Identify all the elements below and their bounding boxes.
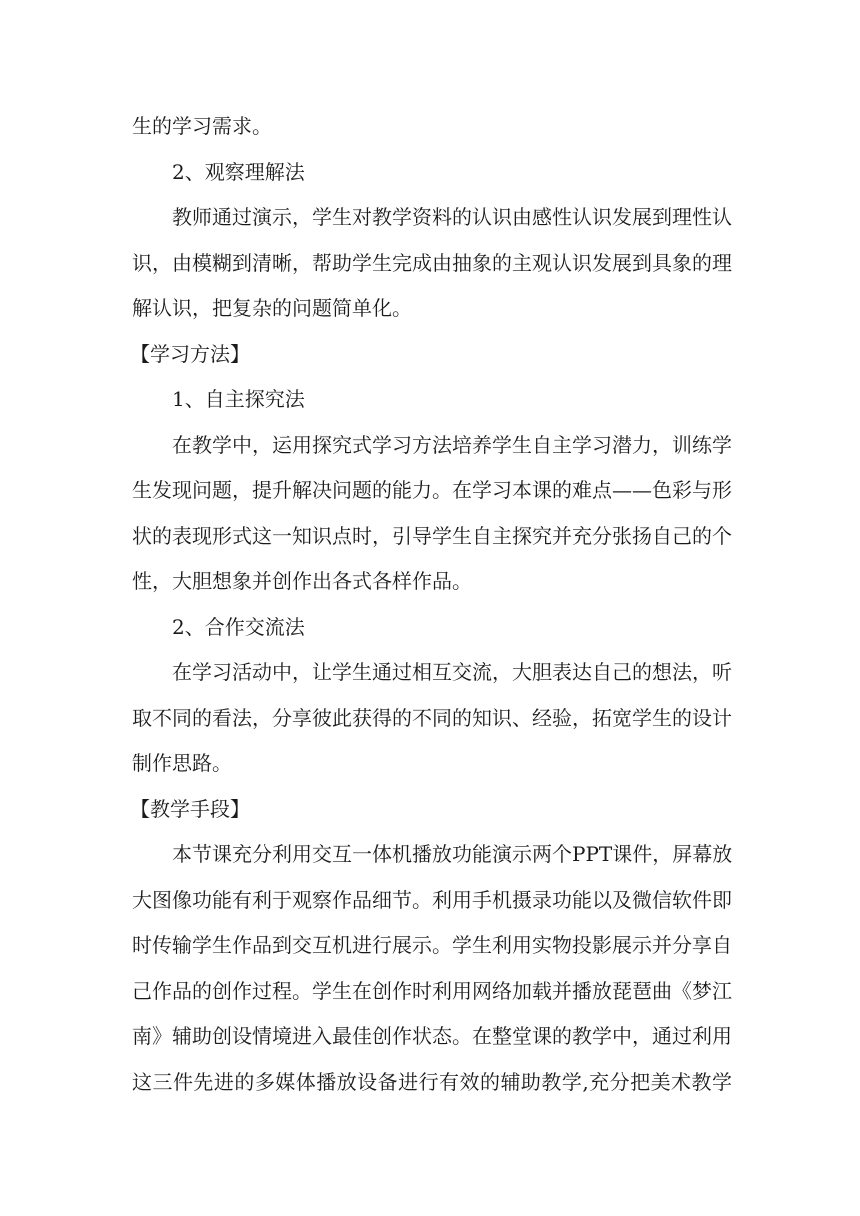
paragraph-line: 生发现问题，提升解决问题的能力。在学习本课的难点——色彩与形 bbox=[132, 478, 732, 502]
paragraph-line: 取不同的看法，分享彼此获得的不同的知识、经验，拓宽学生的设计 bbox=[132, 705, 732, 730]
paragraph-line: 状的表现形式这一知识点时，引导学生自主探究并充分张扬自己的个 bbox=[132, 523, 732, 548]
method-heading-cooperation: 2、合作交流法 bbox=[172, 614, 305, 639]
paragraph-line: 大图像功能有利于观察作品细节。利用手机摄录功能以及微信软件即 bbox=[132, 887, 732, 912]
method-heading-observation: 2、观察理解法 bbox=[172, 159, 305, 184]
paragraph-line: 在教学中，运用探究式学习方法培养学生自主学习潜力，训练学 bbox=[172, 432, 732, 457]
method-heading-self-inquiry: 1、自主探究法 bbox=[172, 387, 305, 411]
paragraph-line: 解认识，把复杂的问题简单化。 bbox=[132, 296, 412, 320]
paragraph-line: 己作品的创作过程。学生在创作时利用网络加载并播放琵琶曲《梦江 bbox=[132, 978, 732, 1003]
paragraph-line: 时传输学生作品到交互机进行展示。学生利用实物投影展示并分享自 bbox=[132, 933, 732, 957]
section-heading-learning-methods: 【学习方法】 bbox=[130, 341, 250, 366]
paragraph-line: 教师通过演示，学生对教学资料的认识由感性认识发展到理性认 bbox=[172, 205, 732, 229]
paragraph-line: 南》辅助创设情境进入最佳创作状态。在整堂课的教学中，通过利用 bbox=[132, 1024, 732, 1048]
paragraph-line: 这三件先进的多媒体播放设备进行有效的辅助教学,充分把美术教学 bbox=[132, 1069, 732, 1094]
document-body bbox=[132, 104, 732, 1105]
paragraph-line: 本节课充分利用交互一体机播放功能演示两个PPT课件，屏幕放 bbox=[172, 842, 732, 866]
paragraph-line: 生的学习需求。 bbox=[132, 114, 272, 138]
paragraph-line: 制作思路。 bbox=[132, 751, 232, 775]
paragraph-line: 识，由模糊到清晰，帮助学生完成由抽象的主观认识发展到具象的理 bbox=[132, 250, 732, 275]
section-heading-teaching-means: 【教学手段】 bbox=[130, 796, 250, 821]
paragraph-line: 在学习活动中，让学生通过相互交流，大胆表达自己的想法，听 bbox=[172, 660, 732, 684]
paragraph-line: 性，大胆想象并创作出各式各样作品。 bbox=[132, 569, 472, 593]
